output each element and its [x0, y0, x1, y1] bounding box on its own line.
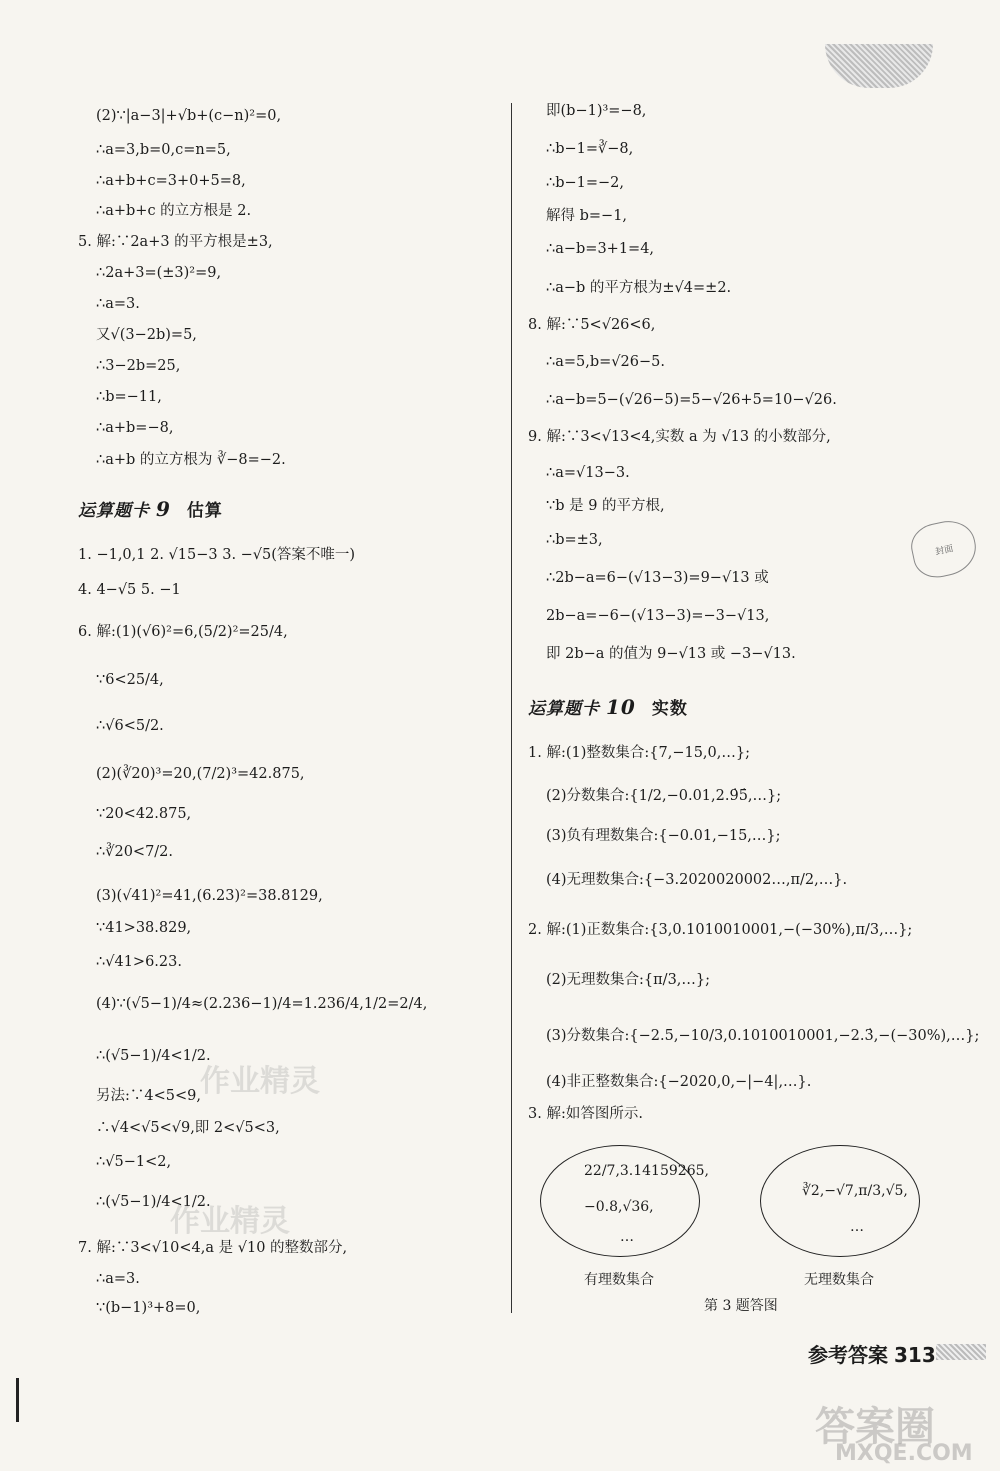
footer-label: 参考答案 [808, 1343, 888, 1367]
rational-set-item: … [620, 1229, 634, 1245]
answer-line: ∴(√5−1)/4<1/2. [96, 1194, 211, 1210]
irrational-set-ellipse [760, 1145, 920, 1257]
answer-line: ∴a=3. [96, 1271, 140, 1287]
column-divider [511, 103, 512, 1313]
answer-line: (2)(∛20)³=20,(7/2)³=42.875, [96, 766, 305, 782]
answer-line: ∴2b−a=6−(√13−3)=9−√13 或 [546, 570, 769, 586]
answer-line: ∴a+b+c=3+0+5=8, [96, 173, 246, 189]
figure-caption: 第 3 题答图 [704, 1298, 778, 1314]
irrational-set-label: 无理数集合 [804, 1272, 874, 1288]
answer-line: ∵20<42.875, [96, 806, 192, 822]
answer-line: ∵(b−1)³+8=0, [96, 1300, 201, 1316]
margin-mark [16, 1378, 19, 1422]
answer-line: ∴a−b 的平方根为±√4=±2. [546, 280, 732, 296]
answer-line: ∴b=−11, [96, 389, 162, 405]
answer-line: ∴b−1=∛−8, [546, 141, 634, 157]
answer-line: 即(b−1)³=−8, [546, 103, 647, 119]
stamp-mark [907, 516, 981, 582]
answer-line: (2)∵|a−3|+√b+(c−n)²=0, [96, 108, 282, 124]
answer-line: ∴∛20<7/2. [96, 844, 174, 860]
answer-line: (3)分数集合:{−2.5,−10/3,0.1010010001,−2.3̇,−(−30%),…}; [546, 1028, 980, 1044]
answer-line: ∴a+b 的立方根为 ∛−8=−2. [96, 452, 286, 468]
answer-line: ∵6<25/4, [96, 672, 164, 688]
answer-line: 又√(3−2b)=5, [96, 327, 197, 343]
answer-line: ∴a−b=5−(√26−5)=5−√26+5=10−√26. [546, 392, 837, 408]
answer-line: ∴√4<√5<√9,即 2<√5<3, [96, 1120, 280, 1136]
answer-line: ∴a=3. [96, 296, 140, 312]
answer-line: ∴2a+3=(±3)²=9, [96, 265, 222, 281]
answer-line: ∴3−2b=25, [96, 358, 181, 374]
footer-decoration [936, 1344, 986, 1360]
irrational-set-item: ∛2,−√7,π/3,√5, [802, 1183, 908, 1199]
rational-set-item: −0.8,√36, [584, 1199, 654, 1215]
answer-line: 1. −1,0,1 2. √15−3 3. −√5(答案不唯一) [78, 547, 356, 563]
answer-line: (2)分数集合:{1/2,−0.01,2.9̇5̇,…}; [546, 788, 782, 804]
set-diagram [540, 1145, 960, 1320]
irrational-set-item: … [850, 1219, 864, 1235]
answer-line: ∵41>38.829, [96, 920, 192, 936]
answer-line: ∴√6<5/2. [96, 718, 164, 734]
answer-line: ∴a+b=−8, [96, 420, 174, 436]
answer-line: ∴a=3,b=0,c=n=5, [96, 142, 231, 158]
answer-line: ∴(√5−1)/4<1/2. [96, 1048, 211, 1064]
answer-line: ∴a=√13−3. [546, 465, 630, 481]
answer-line: 4. 4−√5 5. −1 [78, 582, 181, 598]
heading-number: 9 [156, 497, 171, 521]
heading-topic: 估算 [186, 501, 223, 521]
watermark: 作业精灵 [200, 1064, 320, 1099]
heading-prefix: 运算题卡 [78, 501, 150, 521]
rational-set-item: 22/7,3.14159265, [584, 1163, 709, 1179]
corner-decoration [825, 44, 933, 88]
answer-line: 5. 解:∵2a+3 的平方根是±3, [78, 234, 273, 250]
answer-line: (4)无理数集合:{−3.2020020002…,π/2,…}. [546, 872, 848, 888]
answer-line: ∴b−1=−2, [546, 175, 625, 191]
heading-topic: 实数 [651, 699, 688, 719]
page-number: 313 [894, 1343, 936, 1367]
answer-line: 8. 解:∵5<√26<6, [528, 317, 656, 333]
answer-line: 6. 解:(1)(√6)²=6,(5/2)²=25/4, [78, 624, 288, 640]
site-watermark-text: 答案圈 [815, 1404, 935, 1450]
stamp-text: 封面 [934, 543, 955, 558]
answer-line: ∴a−b=3+1=4, [546, 241, 655, 257]
footer-title [808, 1339, 936, 1368]
answer-line: (4)非正整数集合:{−2020,0,−|−4|,…}. [546, 1074, 812, 1090]
answer-line: ∴√41>6.23. [96, 954, 182, 970]
heading-prefix: 运算题卡 [528, 699, 600, 719]
answer-line: (3)(√41)²=41,(6.23)²=38.8129, [96, 888, 323, 904]
answer-line: ∵b 是 9 的平方根, [546, 498, 665, 514]
answer-line: 解得 b=−1, [546, 208, 628, 224]
site-watermark-url: MXQE.COM [835, 1441, 973, 1466]
watermark: 作业精灵 [170, 1204, 290, 1239]
site-watermark [815, 1395, 995, 1467]
section-heading-9 [78, 496, 223, 521]
answer-line: 1. 解:(1)整数集合:{7,−15,0,…}; [528, 745, 750, 761]
answer-line: 2. 解:(1)正数集合:{3,0.1010010001,−(−30%),π/3,…}; [528, 922, 913, 938]
answer-line: 另法:∵4<5<9, [96, 1088, 201, 1104]
answer-line: (4)∵(√5−1)/4≈(2.236−1)/4=1.236/4,1/2=2/4, [96, 996, 428, 1012]
answer-line: 9. 解:∵3<√13<4,实数 a 为 √13 的小数部分, [528, 429, 831, 445]
answer-line: ∴a=5,b=√26−5. [546, 354, 665, 370]
answer-line: 3. 解:如答图所示. [528, 1106, 643, 1122]
answer-line: ∴a+b+c 的立方根是 2. [96, 203, 252, 219]
heading-number: 10 [606, 695, 636, 719]
rational-set-label: 有理数集合 [584, 1272, 654, 1288]
answer-line: ∴b=±3, [546, 532, 603, 548]
answer-line: 7. 解:∵3<√10<4,a 是 √10 的整数部分, [78, 1240, 348, 1256]
answer-line: ∴√5−1<2, [96, 1154, 172, 1170]
answer-line: (3)负有理数集合:{−0.01,−15,…}; [546, 828, 781, 844]
answer-line: (2)无理数集合:{π/3,…}; [546, 972, 711, 988]
answer-line: 2b−a=−6−(√13−3)=−3−√13, [546, 608, 770, 624]
section-heading-10 [528, 694, 688, 719]
answer-line: 即 2b−a 的值为 9−√13 或 −3−√13. [546, 646, 796, 662]
